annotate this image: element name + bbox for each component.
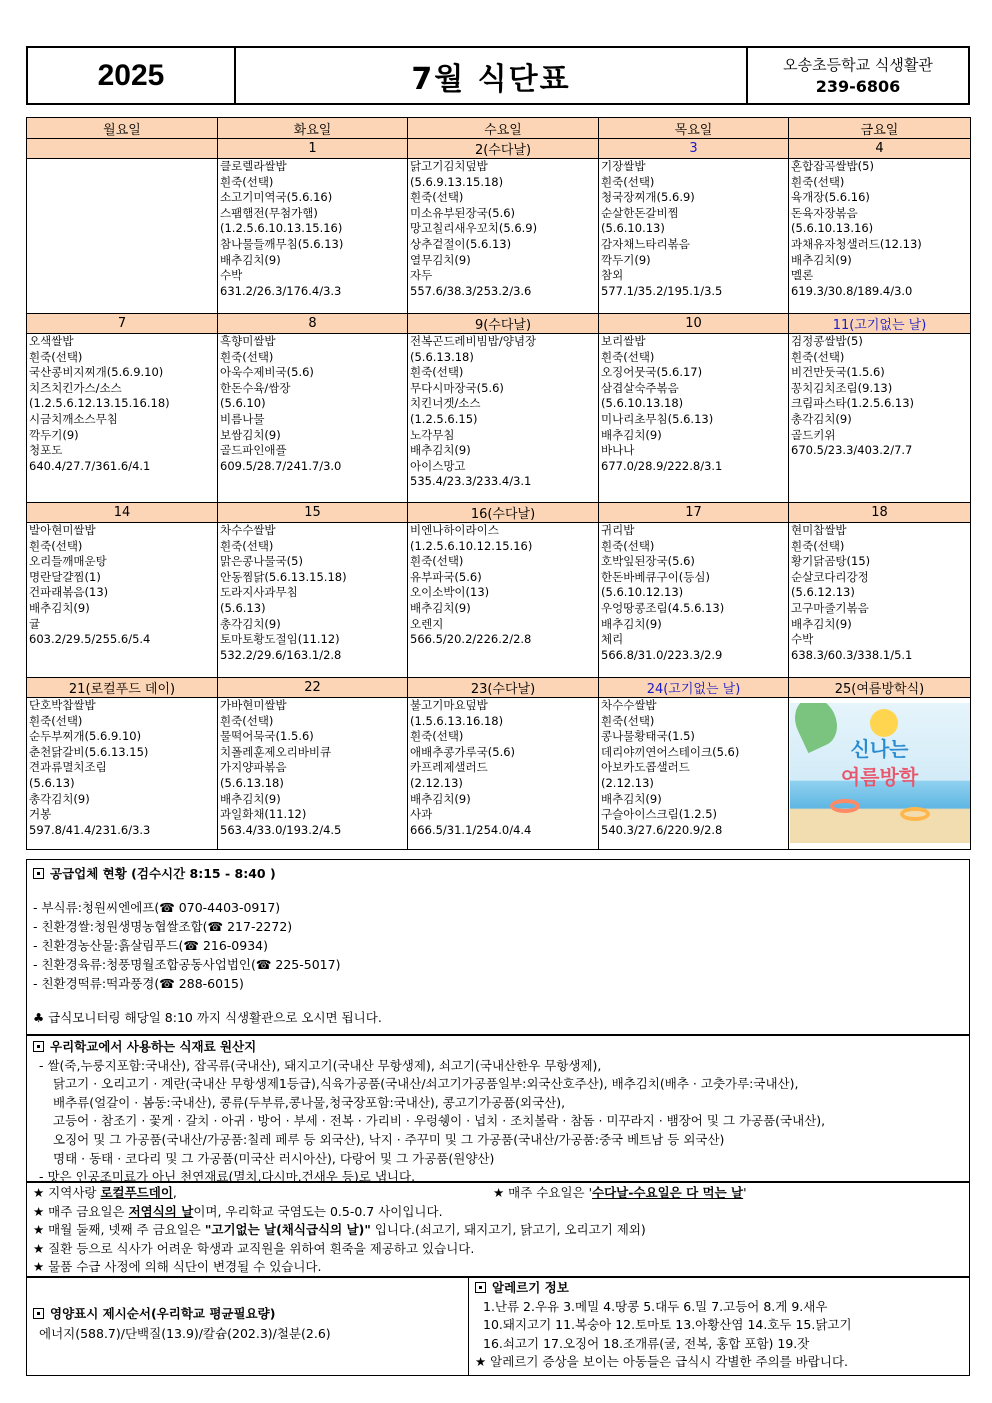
monitoring-note: ♣ 급식모니터링 해당일 8:10 까지 식생활관으로 오시면 됩니다. [33, 1010, 382, 1025]
menu-cell: 귀리밥 흰죽(선택) 호박잎된장국(5.6) 한돈바베큐구이(등심) (5.6.10.12.13) 우엉땅콩조림(4.5.6.13) 배추김치(9) 체리 566.8/31.0/223.3/2.9 [601, 523, 725, 662]
menu-cell: 검정콩쌀밥(5) 흰죽(선택) 비건만둣국(1.5.6) 꽁치김치조림(9.13) 크림파스타(1.2.5.6.13) 총각김치(9) 골드키위 670.5/23.3/403.2/7.7 [791, 334, 915, 458]
nutrition-title: 영양표시 제시순서(우리학교 평균필요량) [33, 1304, 462, 1324]
friday-notice: ★ 매주 금요일은 저염식의 날이며, 우리학교 국염도는 0.5-0.7 사이입니다. [33, 1203, 443, 1219]
allergy-line: 1.난류 2.우유 3.메밀 4.땅콩 5.대두 6.밀 7.고등어 8.게 9.새우 [483, 1298, 828, 1314]
menu-cell: 클로렐라쌀밥 흰죽(선택) 소고기미역국(5.6.16) 스팸햄전(무첨가햄) (1.2.5.6.10.13.15.16) 참나물들깨무침(5.6.13) 배추김치(9) 수박 631.2/26.3/176.4/3.3 [220, 159, 344, 298]
notice-line [33, 1184, 963, 1203]
date-cell [27, 139, 218, 159]
supplier-item: - 친환경떡류:떡과풍경(☎ 288-6015) [33, 976, 244, 991]
page-title: 7월 식단표 [236, 48, 748, 103]
meatless-notice: ★ 매월 둘째, 넷째 주 금요일은 "고기없는 날(채식급식의 날)" 입니다.(쇠고기, 돼지고기, 닭고기, 오리고기 제외) [33, 1222, 646, 1238]
menu-cell: 단호박찹쌀밥 흰죽(선택) 순두부찌개(5.6.9.10) 춘천닭갈비(5.6.13.15) 견과류멸치조림 (5.6.13) 총각김치(9) 거봉 597.8/41.4/231.6/3.3 [29, 698, 151, 837]
allergy-title: 알레르기 정보 [475, 1279, 963, 1298]
nutrition-values: 에너지(588.7)/단백질(13.9)/칼슘(202.3)/철분(2.6) [39, 1326, 331, 1341]
weekday-fri: 금요일 [789, 118, 971, 139]
menu-cell: 보리쌀밥 흰죽(선택) 오징어뭇국(5.6.17) 삼겹살숙주볶음 (5.6.10.13.18) 미나리초무침(5.6.13) 배추김치(9) 바나나 677.0/28.9/222.8/3.1 [601, 334, 723, 473]
menu-row-week3 [27, 523, 971, 678]
school-phone: 239-6806 [815, 76, 901, 96]
date-cell: 17 [599, 503, 789, 523]
square-bullet-icon [475, 1282, 486, 1293]
menu-cell: 가바현미쌀밥 흰죽(선택) 물떡어묵국(1.5.6) 치폴레훈제오리바비큐 가지양파볶음 (5.6.13.18) 배추김치(9) 과일화채(11.12) 563.4/33.0/193.2/4.5 [220, 698, 342, 837]
date-row-week4 [27, 678, 971, 698]
local-food-notice: ★ 지역사랑 로컬푸드데이, [33, 1185, 177, 1200]
date-cell: 8 [218, 314, 408, 334]
summer-vacation-image [790, 703, 970, 843]
date-cell: 25(여름방학식) [789, 678, 971, 698]
swim-ring-icon [900, 807, 930, 821]
weekday-header-row [27, 118, 971, 139]
supplier-section [26, 859, 970, 1035]
origin-line: 명태 · 동태 · 코다리 및 그 가공품(미국산 러시아산), 다랑어 및 그 가공품(원양산) [53, 1150, 495, 1166]
date-row-week2 [27, 314, 971, 334]
date-cell: 4 [789, 139, 971, 159]
date-cell: 22 [218, 678, 408, 698]
swim-ring-icon [830, 799, 860, 813]
weekday-thu: 목요일 [599, 118, 789, 139]
menu-cell: 발아현미쌀밥 흰죽(선택) 오리들깨매운탕 명란달걀찜(1) 건파래볶음(13) 배추김치(9) 귤 603.2/29.5/255.6/5.4 [29, 523, 151, 647]
menu-cell: 현미찹쌀밥 흰죽(선택) 황기닭곰탕(15) 순살코다리강정 (5.6.12.13) 고구마줄기볶음 배추김치(9) 수박 638.3/60.3/338.1/5.1 [791, 523, 913, 662]
menu-row-week4 [27, 698, 971, 850]
date-cell: 15 [218, 503, 408, 523]
menu-cell: 불고기마요덮밥 (1.5.6.13.16.18) 흰죽(선택) 애배추콩가루국(5.6) 카프레제샐러드 (2.12.13) 배추김치(9) 사과 666.5/31.1/254.0/4.4 [410, 698, 532, 837]
menu-cell: 차수수쌀밥 흰죽(선택) 콩나물황태국(1.5) 데리야끼연어스테이크(5.6) 아보카도콥샐러드 (2.12.13) 배추김치(9) 구슬아이스크림(1.2.5) 540.3/27.6/220.9/2.8 [601, 698, 740, 837]
summer-image-text-1: 신나는 [850, 737, 909, 761]
bottom-section [26, 1277, 970, 1376]
change-notice: ★ 물품 수급 사정에 의해 식단이 변경될 수 있습니다. [33, 1259, 322, 1275]
wednesday-notice: ★ 매주 수요일은 '수다날-수요일은 다 먹는 날' [493, 1185, 747, 1200]
menu-cell: 흑향미쌀밥 흰죽(선택) 아욱수제비국(5.6) 한돈수육/쌈장 (5.6.10) 비름나물 보쌈김치(9) 골드파인애플 609.5/28.7/241.7/3.0 [220, 334, 342, 473]
date-cell: 9(수다날) [408, 314, 599, 334]
menu-cell: 오색쌀밥 흰죽(선택) 국산콩비지찌개(5.6.9.10) 치즈치킨가스/소스 (1.2.5.6.12.13.15.16.18) 시금치깨소스무침 깍두기(9) 청포도 640.4/27.7/361.6/4.1 [29, 334, 170, 473]
date-cell: 21(로컬푸드 데이) [27, 678, 218, 698]
supplier-item: - 친환경육류:청풍명월조합공동사업법인(☎ 225-5017) [33, 957, 341, 972]
menu-cell: 혼합잡곡쌀밥(5) 흰죽(선택) 육개장(5.6.16) 돈육자장볶음 (5.6.10.13.16) 과채유자청샐러드(12.13) 배추김치(9) 멜론 619.3/30.8/189.4/3.0 [791, 159, 922, 298]
weekday-mon: 월요일 [27, 118, 218, 139]
origin-line: - 맛은 인공조미료가 아닌 천연재료(멸치,다시마,건새우 등)로 냅니다. [39, 1169, 416, 1185]
supplier-title: 공급업체 현황 (검수시간 8:15 - 8:40 ) [33, 864, 963, 883]
date-cell: 18 [789, 503, 971, 523]
menu-cell: 차수수쌀밥 흰죽(선택) 맑은콩나물국(5) 안동찜닭(5.6.13.15.18) 도라지사과무침 (5.6.13) 총각김치(9) 토마토황도절임(11.12) 532.2/29.6/163.1/2.8 [220, 523, 347, 662]
year: 2025 [28, 48, 236, 103]
date-cell: 23(수다날) [408, 678, 599, 698]
supplier-item: - 부식류:청원씨엔에프(☎ 070-4403-0917) [33, 900, 281, 915]
menu-cell: 비엔나하이라이스 (1.2.5.6.10.12.15.16) 흰죽(선택) 유부파국(5.6) 오이소박이(13) 배추김치(9) 오렌지 566.5/20.2/226.2/2.8 [410, 523, 533, 647]
date-cell: 7 [27, 314, 218, 334]
date-row-week1 [27, 139, 971, 159]
date-cell: 10 [599, 314, 789, 334]
nutrition-section [27, 1278, 469, 1375]
menu-table [26, 117, 971, 850]
origin-line: 고등어 · 참조기 · 꽃게 · 갈치 · 아귀 · 방어 · 부세 · 전복 · 가리비 · 우렁쉥이 · 넙치 · 조치볼락 · 참돔 · 미꾸라지 · 뱀장어 및 그 가공품(국내산), [53, 1113, 826, 1129]
date-cell: 24(고기없는 날) [599, 678, 789, 698]
allergy-line: 10.돼지고기 11.복숭아 12.토마토 13.아황산염 14.호두 15.닭고기 [483, 1317, 852, 1333]
origin-title: 우리학교에서 사용하는 식재료 원산지 [33, 1038, 963, 1057]
school-info [748, 48, 968, 103]
date-cell: 16(수다날) [408, 503, 599, 523]
menu-row-week1 [27, 159, 971, 314]
allergy-section [469, 1278, 969, 1375]
square-bullet-icon [33, 1041, 44, 1052]
menu-cell: 기장쌀밥 흰죽(선택) 청국장찌개(5.6.9) 순살한돈갈비찜 (5.6.10.13) 감자채느타리볶음 깍두기(9) 참외 577.1/35.2/195.1/3.5 [601, 159, 723, 298]
date-cell: 2(수다날) [408, 139, 599, 159]
notice-section [26, 1182, 970, 1277]
origin-line: - 쌀(죽,누룽지포함:국내산), 잡곡류(국내산), 돼지고기(국내산 무항생제), 쇠고기(국내산한우 무항생제), [39, 1057, 602, 1073]
date-cell: 3 [599, 139, 789, 159]
origin-line: 배추류(얼갈이 · 봄동:국내산), 콩류(두부류,콩나물,청국장포함:국내산), 콩고기가공품(외국산), [53, 1094, 566, 1110]
supplier-item: - 친환경쌀:청원생명농협쌀조합(☎ 217-2272) [33, 919, 293, 934]
date-cell: 11(고기없는 날) [789, 314, 971, 334]
porridge-notice: ★ 질환 등으로 식사가 어려운 학생과 교직원을 위하여 흰죽을 제공하고 있습니다. [33, 1240, 475, 1256]
date-row-week3 [27, 503, 971, 523]
supplier-item: - 친환경농산물:흙살림푸드(☎ 216-0934) [33, 938, 268, 953]
menu-header [26, 46, 970, 105]
weekday-wed: 수요일 [408, 118, 599, 139]
date-cell: 14 [27, 503, 218, 523]
weekday-tue: 화요일 [218, 118, 408, 139]
date-cell: 1 [218, 139, 408, 159]
menu-cell: 전복곤드레비빔밥/양념장 (5.6.13.18) 흰죽(선택) 무다시마장국(5.6) 치킨너겟/소스 (1.2.5.6.15) 노각무침 배추김치(9) 아이스망고 535.4/23.3/233.4/3.1 [410, 334, 537, 489]
origin-line: 오징어 및 그 가공품(국내산/가공품:칠레 페루 등 외국산), 낙지 · 주꾸미 및 그 가공품(국내산/가공품:중국 베트남 등 외국산) [53, 1131, 725, 1147]
origin-line: 닭고기 · 오리고기 · 계란(국내산 무항생제1등급),식육가공품(국내산/쇠고기가공품일부:외국산호주산), 배추김치(배추 · 고춧가루:국내산), [53, 1076, 799, 1092]
menu-row-week2 [27, 334, 971, 503]
square-bullet-icon [33, 1308, 44, 1319]
square-bullet-icon [33, 868, 44, 879]
allergy-warning: ★ 알레르기 증상을 보이는 아동들은 급식시 각별한 주의를 바랍니다. [475, 1354, 848, 1370]
origin-section [26, 1035, 970, 1185]
allergy-line: 16.쇠고기 17.오징어 18.조개류(굴, 전복, 홍합 포함) 19.잣 [483, 1335, 810, 1351]
menu-cell [27, 159, 217, 313]
summer-image-text-2: 여름방학 [840, 765, 919, 789]
school-name: 오송초등학교 식생활관 [783, 55, 933, 74]
menu-cell: 닭고기김치덮밥 (5.6.9.13.15.18) 흰죽(선택) 미소유부된장국(5.6) 망고칠리새우꼬치(5.6.9) 상추겉절이(5.6.13) 열무김치(9) 자두 557.6/38.3/253.2/3.6 [410, 159, 538, 298]
